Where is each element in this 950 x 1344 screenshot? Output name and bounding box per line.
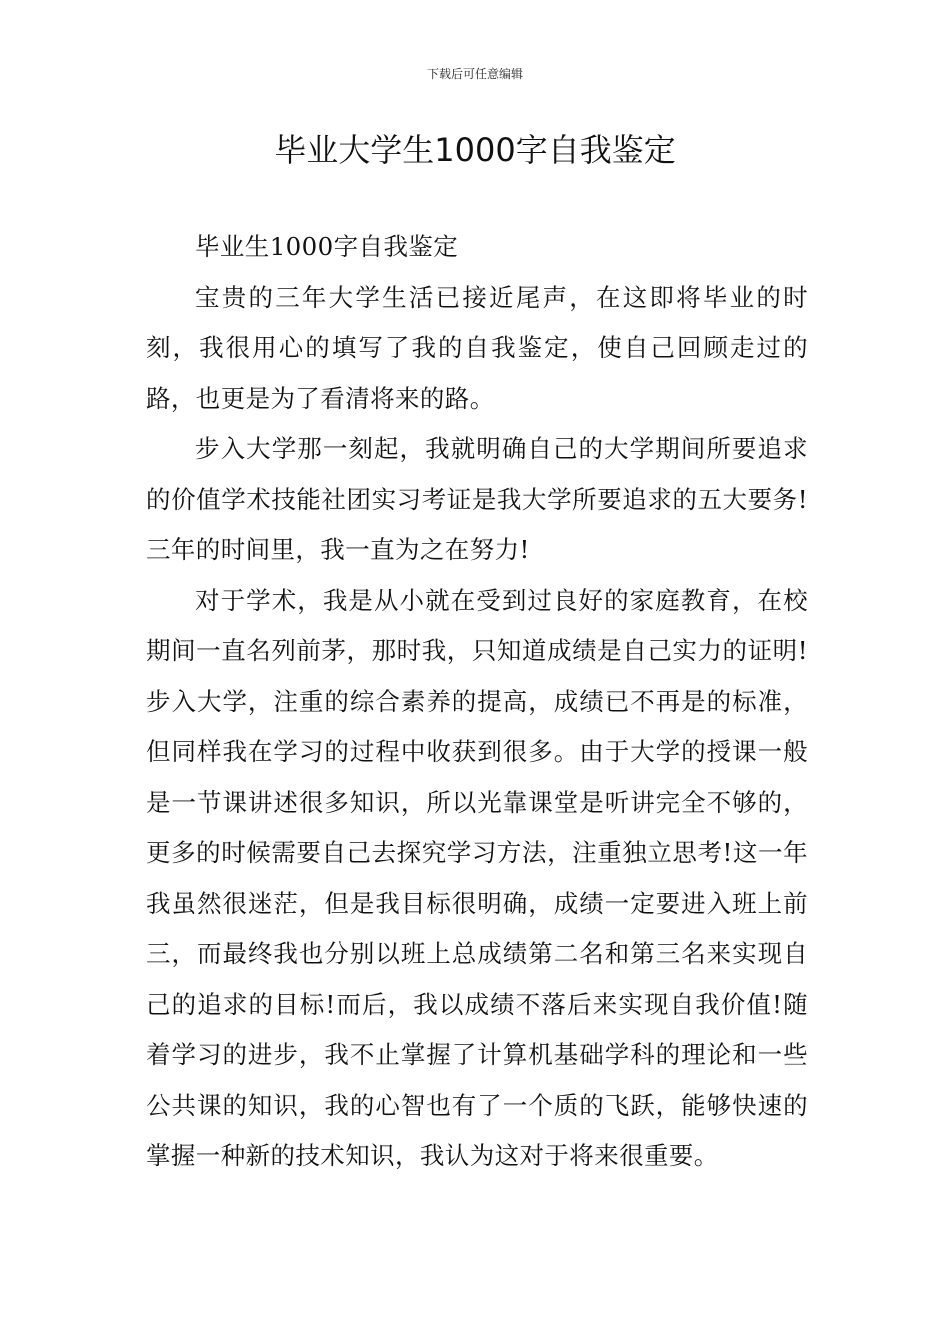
document-title: 毕业大学生1000字自我鉴定	[274, 131, 676, 169]
paragraph-subtitle: 毕业生1000字自我鉴定	[195, 232, 459, 261]
document-body	[146, 222, 808, 1182]
paragraph: 步入大学那一刻起，我就明确自己的大学期间所要追求的价值学术技能社团实习考证是我大学所要追求的五大要务!三年的时间里，我一直为之在努力!	[146, 434, 808, 564]
paragraph: 宝贵的三年大学生活已接近尾声，在这即将毕业的时刻，我很用心的填写了我的自我鉴定，使自己回顾走过的路，也更是为了看清将来的路。	[146, 282, 808, 413]
header-note: 下载后可任意编辑	[426, 67, 523, 81]
paragraph: 对于学术，我是从小就在受到过良好的家庭教育，在校期间一直名列前茅，那时我，只知道成绩是自己实力的证明!步入大学，注重的综合素养的提高，成绩已不再是的标准，但同样我在学习的过程中收获到很多。由于大学的授课一般是一节课讲述很多知识，所以光靠课堂是听讲完全不够的，更多的时候需要自己去探究学习方法，注重独立思考!这一年我虽然很迷茫，但是我目标很明确，成绩一定要进入班上前三，而最终我也分别以班上总成绩第二名和第三名来实现自己的追求的目标!而后，我以成绩不落后来实现自我价值!随着学习的进步，我不止掌握了计算机基础学科的理论和一些公共课的知识，我的心智也有了一个质的飞跃，能够快速的掌握一种新的技术知识，我认为这对于将来很重要。	[146, 585, 808, 1170]
